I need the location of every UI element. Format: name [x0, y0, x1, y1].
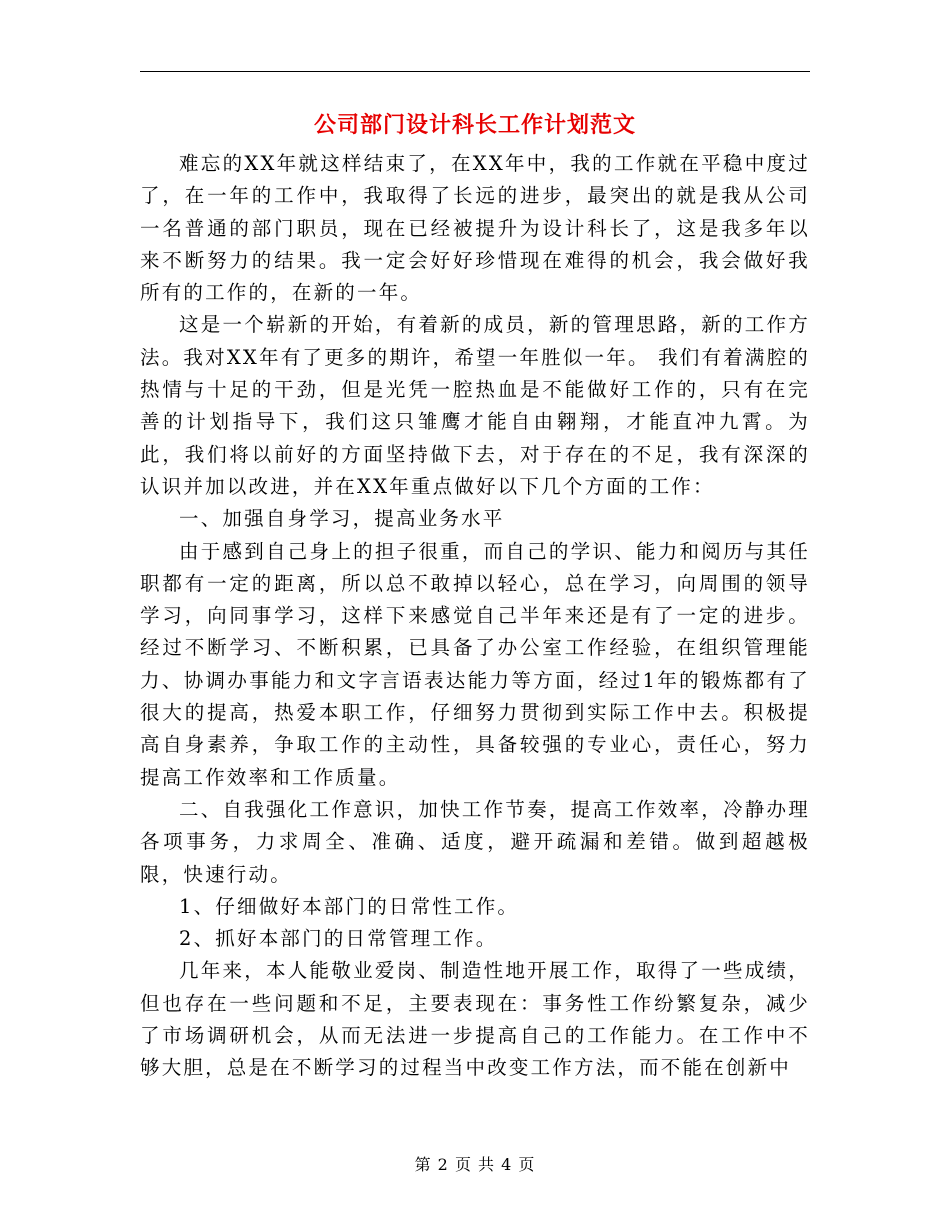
header-rule [140, 71, 810, 72]
document-title: 公司部门设计科长工作计划范文 [313, 113, 636, 138]
paragraph-self-study: 由于感到自己身上的担子很重，而自己的学识、能力和阅历与其任职都有一定的距离，所以总不敢掉以轻心，总在学习，向周围的领导学习，向同事学习，这样下来感觉自己半年来还是有了一定的进步。经过不断学习、不断积累，已具备了办公室工作经验，在组织管理能力、协调办事能力和文字言语表达能力等方面，经过1年的锻炼都有了很大的提高，热爱本职工作，仔细努力贯彻到实际工作中去。积极提高自身素养，争取工作的主动性，具备较强的专业心，责任心，努力提高工作效率和工作质量。 [140, 539, 810, 789]
paragraph-new-start: 这是一个崭新的开始，有着新的成员，新的管理思路，新的工作方法。我对XX年有了更多的期许，希望一年胜似一年。 我们有着满腔的热情与十足的干劲，但是光凭一腔热血是不能做好工作的，只有在完善的计划指导下，我们这只雏鹰才能自由翱翔，才能直冲九霄。为此，我们将以前好的方面坚持做下去，对于存在的不足，我有深深的认识并加以改进，并在XX年重点做好以下几个方面的工作： [140, 313, 810, 498]
section-heading-2: 二、自我强化工作意识，加快工作节奏，提高工作效率，冷静办理各项事务，力求周全、准确、适度，避开疏漏和差错。做到超越极限，快速行动。 [140, 797, 810, 886]
paragraph-problems: 几年来，本人能敬业爱岗、制造性地开展工作，取得了一些成绩，但也存在一些问题和不足，主要表现在：事务性工作纷繁复杂，减少了市场调研机会，从而无法进一步提高自己的工作能力。在工作中不够大胆，总是在不断学习的过程当中改变工作方法，而不能在创新中 [140, 959, 810, 1080]
list-item-1: 1、仔细做好本部门的日常性工作。 [179, 894, 520, 918]
paragraph-intro: 难忘的XX年就这样结束了，在XX年中，我的工作就在平稳中度过了，在一年的工作中，我取得了长远的进步，最突出的就是我从公司一名普通的部门职员，现在已经被提升为设计科长了，这是我多年以来不断努力的结果。我一定会好好珍惜现在难得的机会，我会做好我所有的工作的，在新的一年。 [140, 152, 810, 305]
document-body [140, 148, 810, 1085]
list-item-2: 2、抓好本部门的日常管理工作。 [179, 927, 498, 951]
page-number-footer: 第 2 页 共 4 页 [414, 1155, 536, 1174]
section-heading-1: 一、加强自身学习，提高业务水平 [179, 507, 505, 531]
